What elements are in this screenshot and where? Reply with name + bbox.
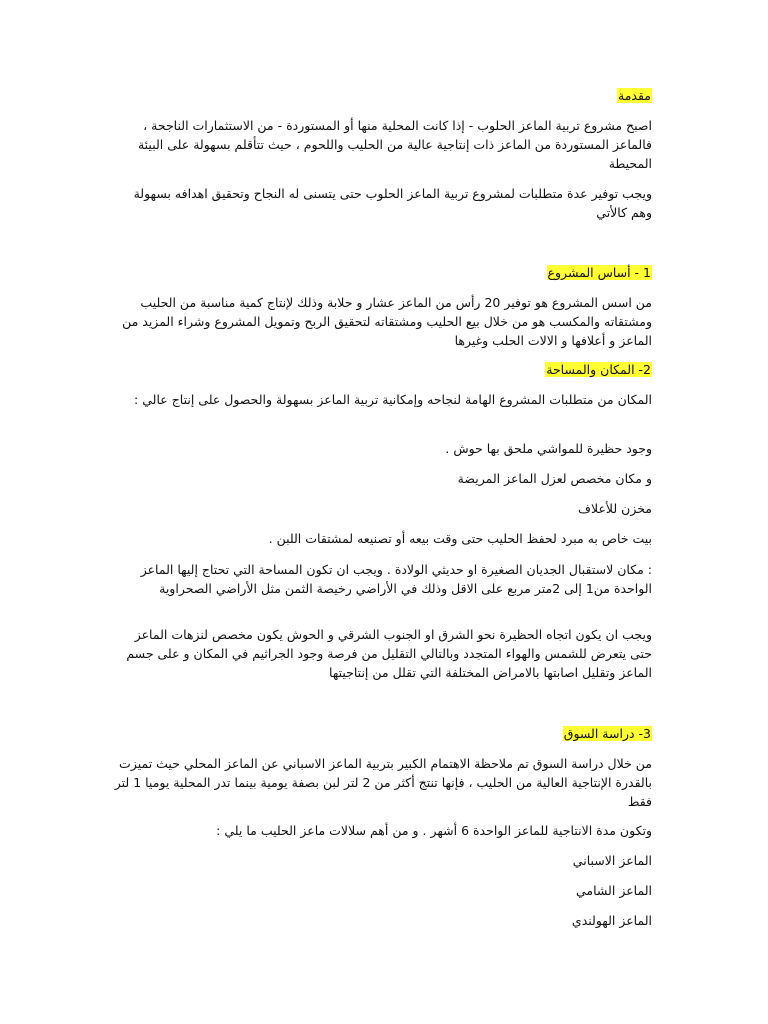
section-2-paragraph-2: وجود حظيرة للمواشي ملحق بها حوش . — [445, 441, 652, 456]
section-2-paragraph-6: : مكان لاستقبال الجديان الصغيرة او حديثي الولادة . ويجب ان تكون المساحة التي تحتاج إليها الماعز الواحدة من1 إلى 2متر مربع على الاقل وذلك في الأراضي رخيصة الثمن مثل الأراضي الصحراوية — [140, 562, 652, 596]
section-3-paragraph-1: من خلال دراسة السوق تم ملاحظة الاهتمام الكبير بتربية الماعز الاسباني عن الماعز المحلي حيث تميزت بالقدرة الإنتاجية العالية من الحليب ، فإنها تنتج أكثر من 2 لتر لبن بصفة يومية بينما تدر المحلية يوميا 1 لتر فقط — [114, 756, 652, 809]
breed-item-2: الماعز الشامي — [575, 883, 652, 898]
intro-paragraph-1: اصبح مشروع تربية الماعز الحلوب - إذا كانت المحلية منها أو المستوردة - من الاستثمارات الناجحة ، فالماعز المستوردة من الماعز ذات إنتاجية عالية من الحليب واللحوم ، حيث تتأقلم بسهولة على البيئة المحيطة — [137, 118, 652, 171]
section-2-paragraph-5: بيت خاص به مبرد لحفظ الحليب حتى وقت بيعه أو تصنيعه لمشتقات اللبن . — [268, 531, 652, 546]
intro-heading: مقدمة — [618, 88, 651, 103]
breed-item-3: الماعز الهولندي — [571, 913, 652, 928]
section-2-heading: 2- المكان والمساحة — [546, 362, 651, 377]
section-3-heading: 3- دراسة السوق — [563, 726, 651, 741]
section-2-paragraph-7: ويجب ان يكون اتجاه الحظيرة نحو الشرق او الجنوب الشرقي و الحوش يكون مخصص لنزهات الماعز حتى يتعرض للشمس والهواء المتجدد وبالتالي التقليل من فرصة وجود الجراثيم في المكان و على جسم الماعز وتقليل اصابتها بالامراض المختلفة التي تقلل من إنتاجيتها — [126, 627, 652, 680]
intro-paragraph-2: ويجب توفير عدة متطلبات لمشروع تربية الماعز الحلوب حتى يتسنى له النجاح وتحقيق اهدافه بسهولة وهم كالأتي — [133, 186, 652, 220]
section-1-paragraph: من اسس المشروع هو توفير 20 رأس من الماعز عشار و حلابة وذلك لإنتاج كمية مناسبة من الحليب ومشتقاته والمكسب هو من خلال بيع الحليب ومشتقاته لتحقيق الربح وتمويل المشروع وشراء المزيد من الماعز و أعلافها و الالات الحلب وغيرها — [122, 295, 652, 348]
breed-item-1: الماعز الاسباني — [572, 853, 652, 868]
section-2-paragraph-3: و مكان مخصص لعزل الماعز المريضة — [457, 471, 652, 486]
section-1-heading: 1 - أساس المشروع — [547, 265, 651, 280]
section-2-paragraph-4: مخزن للأعلاف — [578, 501, 652, 516]
section-2-paragraph-1: المكان من متطلبات المشروع الهامة لنجاحه وإمكانية تربية الماعز بسهولة والحصول على إنتاج عالي : — [134, 392, 652, 407]
section-3-paragraph-2: وتكون مدة الانتاجية للماعز الواحدة 6 أشهر . و من أهم سلالات ماعز الحليب ما يلي : — [216, 823, 652, 838]
